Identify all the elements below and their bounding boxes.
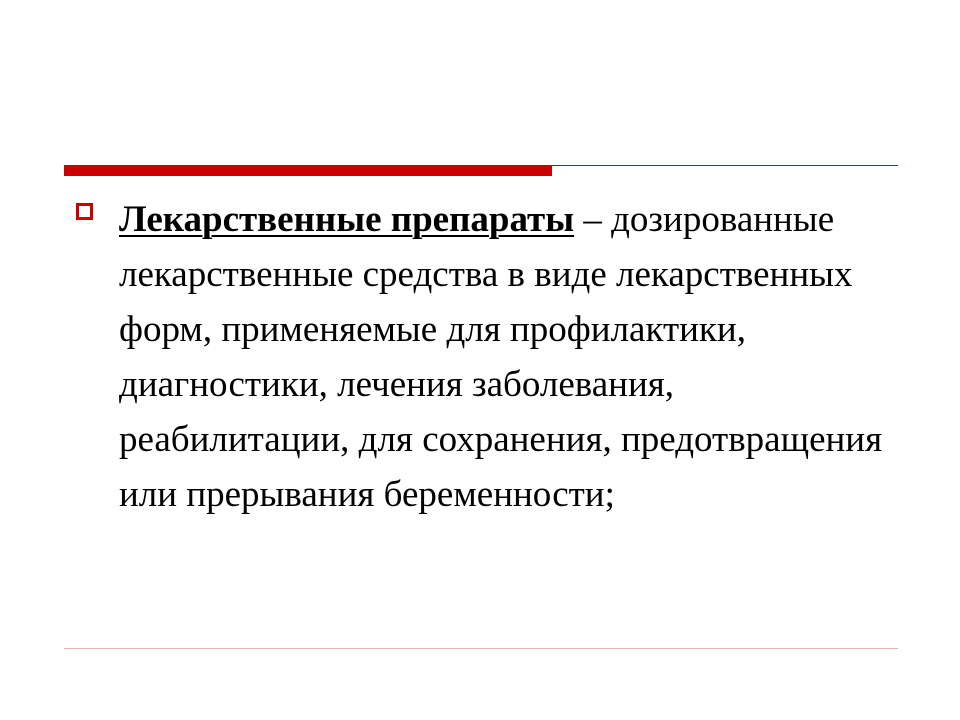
term-separator: –: [574, 199, 602, 240]
bullet-paragraph: [119, 192, 899, 522]
footer-line: [64, 648, 898, 649]
term-definition: дозированные лекарственные средства в виде лекарственных форм, применяемые для профилактики, диагностики, лечения заболевания, реабилитации, для сохранения, предотвращения или прерывания беременности;: [119, 199, 883, 515]
header-thin-line: [552, 165, 898, 166]
square-bullet-icon: [76, 203, 93, 220]
header-accent-bar: [64, 165, 552, 176]
defined-term: Лекарственные препараты: [119, 199, 575, 240]
